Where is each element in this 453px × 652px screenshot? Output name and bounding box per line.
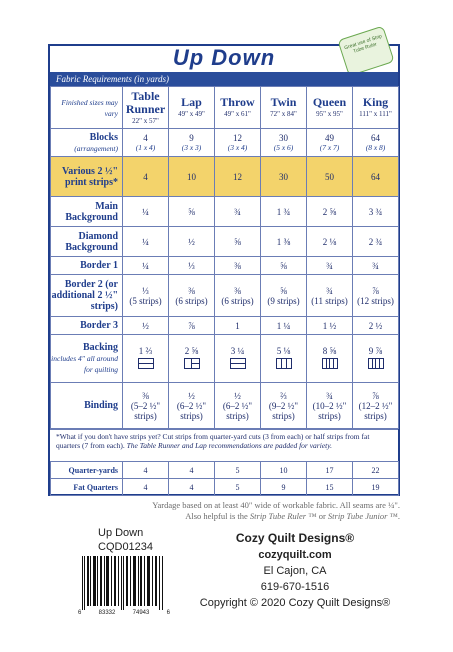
table-cell: 5 (215, 462, 261, 479)
table-cell: 9 ⅞ (353, 335, 399, 383)
fat-quarters-row (51, 479, 399, 496)
table-cell: 2 ¾ (353, 227, 399, 257)
border2-row (51, 275, 399, 317)
table-cell: 3 ¼ (215, 335, 261, 383)
binding-row (51, 383, 399, 429)
company-name: Cozy Quilt Designs® (235, 531, 355, 545)
title-bar (50, 33, 398, 72)
pattern-title: Up Down (172, 45, 276, 70)
table-cell: ⅞ (169, 317, 215, 335)
footnote-line-1: Yardage based on at least 40" wide of workable fabric. All seams are ¼". (152, 500, 400, 510)
table-cell: ⅜ (6 strips) (215, 275, 261, 317)
table-cell: ⅜ (6 strips) (169, 275, 215, 317)
blocks-row (51, 129, 399, 157)
table-cell: ¼ (123, 197, 169, 227)
backing-layout-icon (184, 358, 200, 369)
table-cell: 1 ¼ (261, 317, 307, 335)
border3-row (51, 317, 399, 335)
table-cell: 50 (307, 157, 353, 197)
table-cell: 4 (1 x 4) (123, 129, 169, 157)
requirements-table (50, 86, 399, 429)
col-king: King 111" x 111" (353, 87, 399, 129)
table-cell: 64 (353, 157, 399, 197)
border2-label: Border 2 (or additional 2 ½" strips) (51, 275, 123, 317)
company-phone: 619-670-1516 (260, 581, 330, 593)
table-cell: 2 ⅝ (169, 335, 215, 383)
backing-layout-icon (322, 358, 338, 369)
table-cell: 12 (215, 157, 261, 197)
col-queen: Queen 95" x 95" (307, 87, 353, 129)
fat-quarters-label: Fat Quarters (51, 479, 123, 496)
note-italic: The Table Runner and Lap recommendations are padded for variety. (126, 441, 332, 450)
table-cell: 19 (353, 479, 399, 496)
col-table-runner: Table Runner 22" x 57" (123, 87, 169, 129)
table-cell: 1 ¾ (261, 197, 307, 227)
table-cell: 12 (3 x 4) (215, 129, 261, 157)
table-cell: 10 (261, 462, 307, 479)
table-cell: ⅔ (9–2 ½" strips) (261, 383, 307, 429)
table-cell: 4 (123, 462, 169, 479)
col-lap: Lap 49" x 49" (169, 87, 215, 129)
table-cell: 1 ⅔ (123, 335, 169, 383)
copyright: Copyright © 2020 Cozy Quilt Designs® (199, 597, 391, 609)
table-cell: 17 (307, 462, 353, 479)
table-cell: ¼ (123, 227, 169, 257)
col-twin: Twin 72" x 84" (261, 87, 307, 129)
backing-label: Backing includes 4" all around for quilting (51, 335, 123, 383)
table-cell: ⅝ (9 strips) (261, 275, 307, 317)
product-code: CQD01234 (98, 541, 154, 553)
yardage-footnote (60, 500, 400, 522)
table-cell: 4 (123, 157, 169, 197)
company-website: cozyquilt.com (258, 549, 332, 561)
company-city: El Cajon, CA (263, 565, 327, 577)
table-cell: 4 (123, 479, 169, 496)
table-cell: 30 (261, 157, 307, 197)
table-cell: 10 (169, 157, 215, 197)
blocks-label: Blocks (arrangement) (51, 129, 123, 157)
table-cell: 4 (169, 462, 215, 479)
table-cell: ⅜ (215, 257, 261, 275)
table-cell: ½ (6–2 ½" strips) (169, 383, 215, 429)
product-name: Up Down (98, 527, 144, 539)
section-label: Fabric Requirements (in yards) (50, 72, 398, 86)
table-cell: 8 ⅝ (307, 335, 353, 383)
table-cell: ⅝ (215, 227, 261, 257)
border1-label: Border 1 (51, 257, 123, 275)
table-cell: 4 (169, 479, 215, 496)
border3-label: Border 3 (51, 317, 123, 335)
table-cell: ¼ (123, 257, 169, 275)
backing-layout-icon (230, 358, 246, 369)
diamond-background-row (51, 227, 399, 257)
table-cell: ¾ (10–2 ½" strips) (307, 383, 353, 429)
table-cell: 5 (215, 479, 261, 496)
table-cell: 1 ½ (307, 317, 353, 335)
strip-note (50, 429, 398, 461)
quarter-yards-label: Quarter-yards (51, 462, 123, 479)
barcode-digits: 6 83332 74943 6 (78, 610, 170, 616)
table-cell: ⅝ (169, 197, 215, 227)
binding-label: Binding (51, 383, 123, 429)
table-cell: 9 (261, 479, 307, 496)
table-cell: 1 (215, 317, 261, 335)
table-cell: ⅞ (12–2 ½" strips) (353, 383, 399, 429)
table-cell: 1 ⅜ (261, 227, 307, 257)
table-cell: ⅓ (5 strips) (123, 275, 169, 317)
table-cell: ½ (169, 227, 215, 257)
backing-layout-icon (368, 358, 384, 369)
table-cell: 2 ⅝ (307, 197, 353, 227)
table-cell: 22 (353, 462, 399, 479)
totals-table (50, 461, 399, 496)
main-background-row (51, 197, 399, 227)
table-cell: ¾ (307, 257, 353, 275)
diamond-background-label: Diamond Background (51, 227, 123, 257)
table-cell: ¾ (215, 197, 261, 227)
table-cell: 2 ½ (353, 317, 399, 335)
table-cell: 49 (7 x 7) (307, 129, 353, 157)
table-cell: 3 ¾ (353, 197, 399, 227)
footnote-line-2: Also helpful is the Strip Tube Ruler ™ or Strip Tube Junior ™. (185, 511, 400, 521)
quarter-yards-row (51, 462, 399, 479)
col-throw: Throw 49" x 61" (215, 87, 261, 129)
badge-text: Great use of Strip Tube Ruler (343, 33, 383, 55)
table-cell: ⅞ (12 strips) (353, 275, 399, 317)
table-cell: ½ (6–2 ½" strips) (215, 383, 261, 429)
backing-layout-icon (138, 358, 154, 369)
border1-row (51, 257, 399, 275)
table-cell: ⅓ (169, 257, 215, 275)
table-cell: 30 (5 x 6) (261, 129, 307, 157)
various-strips-label: Various 2 ½" print strips* (51, 157, 123, 197)
note-text: *What if you don't have strips yet? Cut strips from quarter-yard cuts (3 from each) or half strips from fat quarters (7 from each). (56, 432, 370, 450)
table-cell: 15 (307, 479, 353, 496)
table-cell: 5 ⅛ (261, 335, 307, 383)
table-cell: 64 (8 x 8) (353, 129, 399, 157)
backing-row (51, 335, 399, 383)
table-cell: ½ (123, 317, 169, 335)
size-header-row (51, 87, 399, 129)
main-background-label: Main Background (51, 197, 123, 227)
various-strips-row (51, 157, 399, 197)
barcode-icon (80, 556, 166, 610)
table-cell: 2 ⅛ (307, 227, 353, 257)
size-note: Finished sizes may vary (51, 87, 123, 129)
backing-layout-icon (276, 358, 292, 369)
fabric-requirements-card (48, 33, 400, 496)
table-cell: ⅝ (261, 257, 307, 275)
table-cell: ¾ (11 strips) (307, 275, 353, 317)
table-cell: 9 (3 x 3) (169, 129, 215, 157)
table-cell: ¾ (353, 257, 399, 275)
table-cell: ⅜ (5–2 ½" strips) (123, 383, 169, 429)
